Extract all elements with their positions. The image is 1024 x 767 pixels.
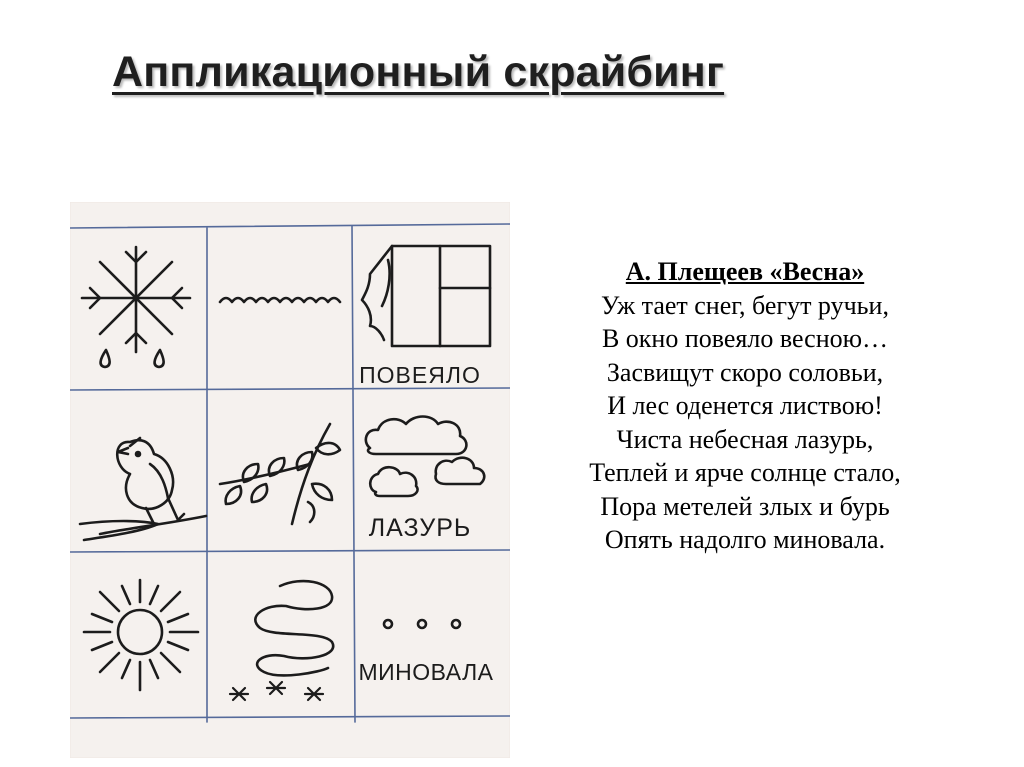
poem-line: В окно повеяло весною… [601,324,889,353]
card-word-minovala: МИНОВАЛА [358,659,494,685]
poem-line: Пора метелей злых и бурь [600,491,890,521]
poem-line: Теплей и ярче солнце стало, [589,458,901,487]
scribing-grid [70,202,510,758]
poem-line: Засвищут скоро соловьи, [606,357,884,387]
poem-line: И лес оденется листвою! [607,391,883,420]
poem-line: Опять надолго миновала. [604,525,886,554]
poem [545,255,945,557]
card-word-poveyalo: ПОВЕЯЛО [359,362,481,388]
poem-line: Уж тает снег, бегут ручьи, [601,290,889,320]
scribing-sheet [70,202,510,758]
slide-title: Аппликационный скрайбинг [112,48,725,96]
card-word-lazur: ЛАЗУРЬ [368,514,472,542]
poem-title: А. Плещеев «Весна» [625,257,865,286]
poem-line: Чиста небесная лазурь, [616,424,874,454]
